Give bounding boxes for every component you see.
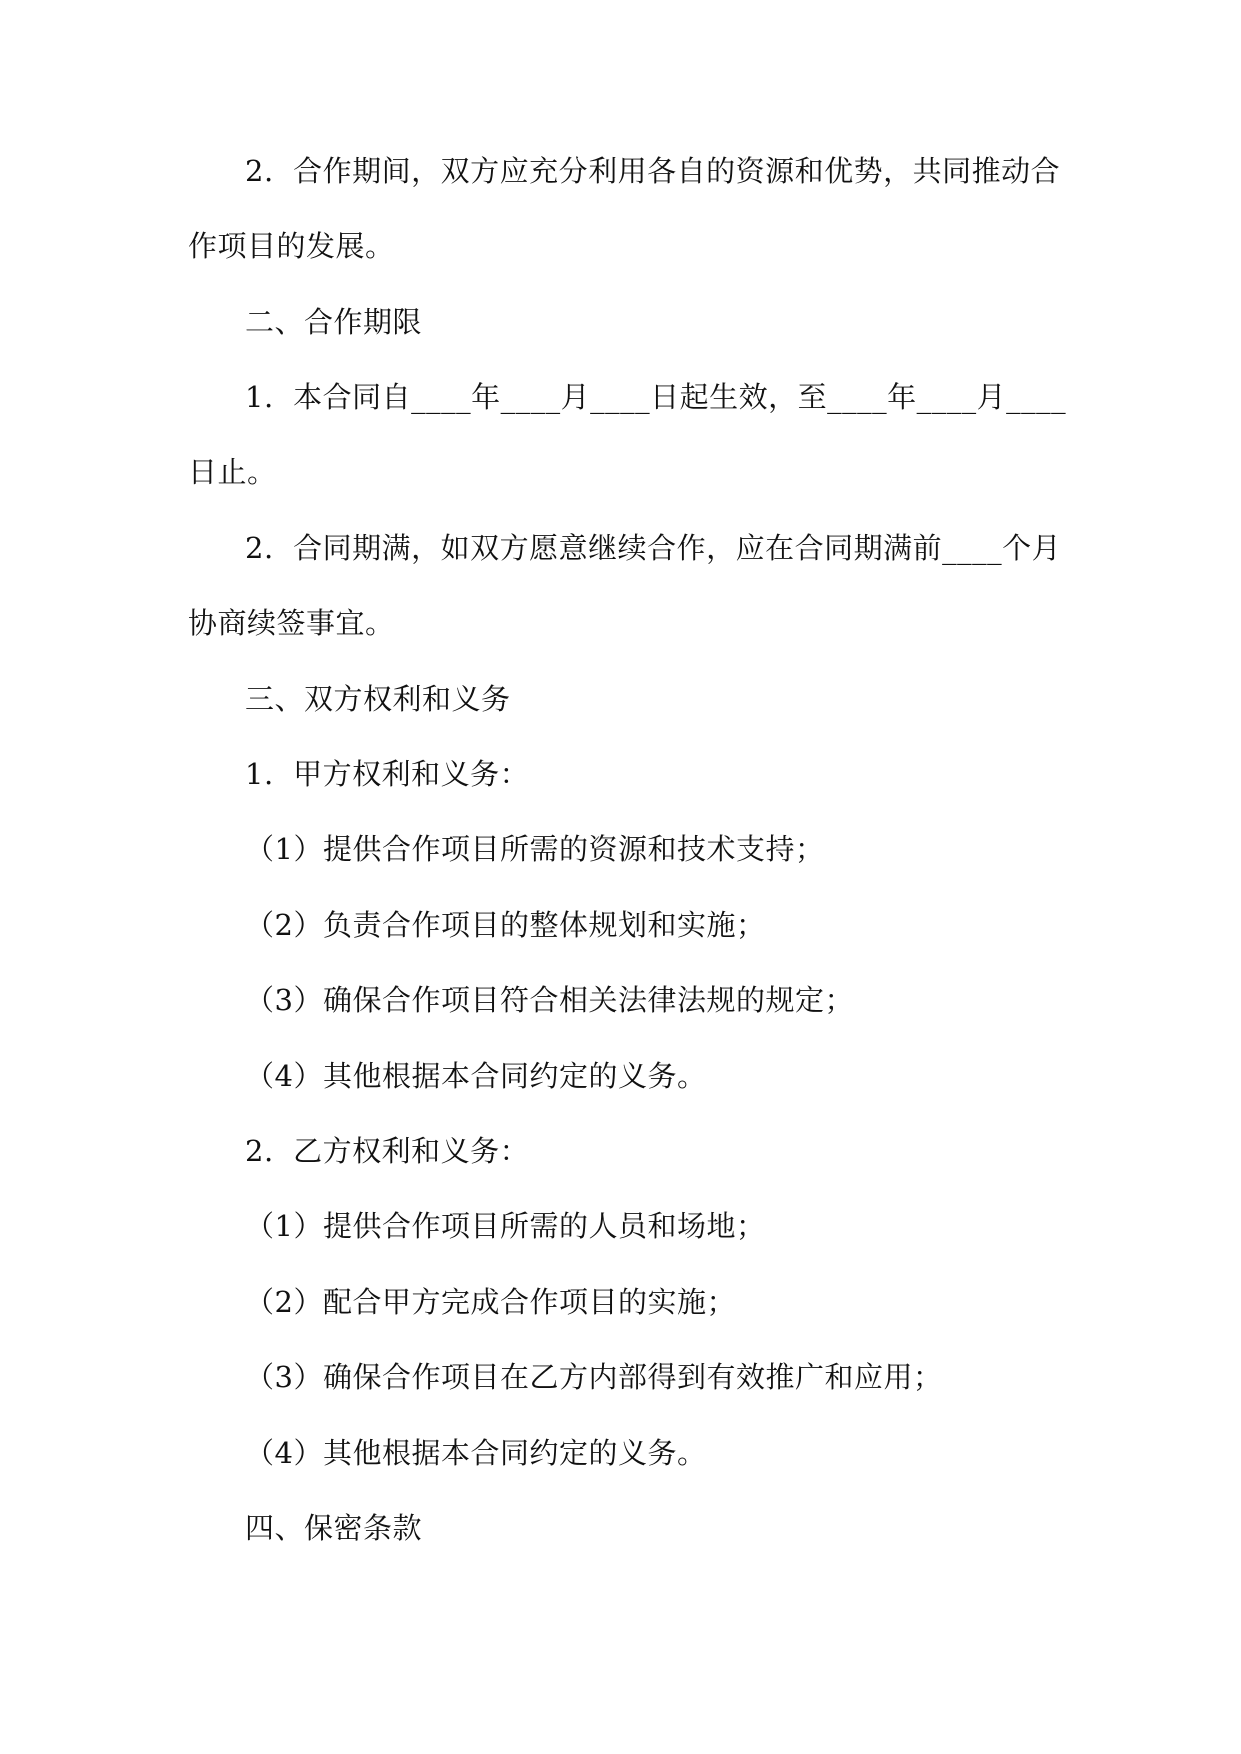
section-heading: 二、合作期限 <box>245 305 423 339</box>
paragraph-line: 1. 甲方权利和义务： <box>245 757 530 791</box>
paragraph-line: 作项目的发展。 <box>188 229 395 263</box>
paragraph-line: 2. 乙方权利和义务： <box>245 1134 530 1168</box>
paragraph-line: 2. 合同期满，如双方愿意继续合作，应在合同期满前____个月 <box>245 531 1062 565</box>
paragraph-line: 1. 本合同自____年____月____日起生效，至____年____月____ <box>245 380 1067 414</box>
paragraph-line: 2. 合作期间，双方应充分利用各自的资源和优势，共同推动合 <box>245 154 1061 188</box>
list-item: （3）确保合作项目符合相关法律法规的规定； <box>245 983 854 1017</box>
list-item: （4）其他根据本合同约定的义务。 <box>245 1436 707 1470</box>
list-item: （4）其他根据本合同约定的义务。 <box>245 1059 707 1093</box>
list-item: （1）提供合作项目所需的资源和技术支持； <box>245 832 825 866</box>
paragraph-line: 协商续签事宜。 <box>188 606 395 640</box>
list-item: （3）确保合作项目在乙方内部得到有效推广和应用； <box>245 1360 943 1394</box>
list-item: （2）负责合作项目的整体规划和实施； <box>245 908 766 942</box>
section-heading: 三、双方权利和义务 <box>245 682 511 716</box>
list-item: （1）提供合作项目所需的人员和场地； <box>245 1209 766 1243</box>
section-heading: 四、保密条款 <box>245 1511 423 1545</box>
list-item: （2）配合甲方完成合作项目的实施； <box>245 1285 736 1319</box>
paragraph-line: 日止。 <box>188 455 277 489</box>
